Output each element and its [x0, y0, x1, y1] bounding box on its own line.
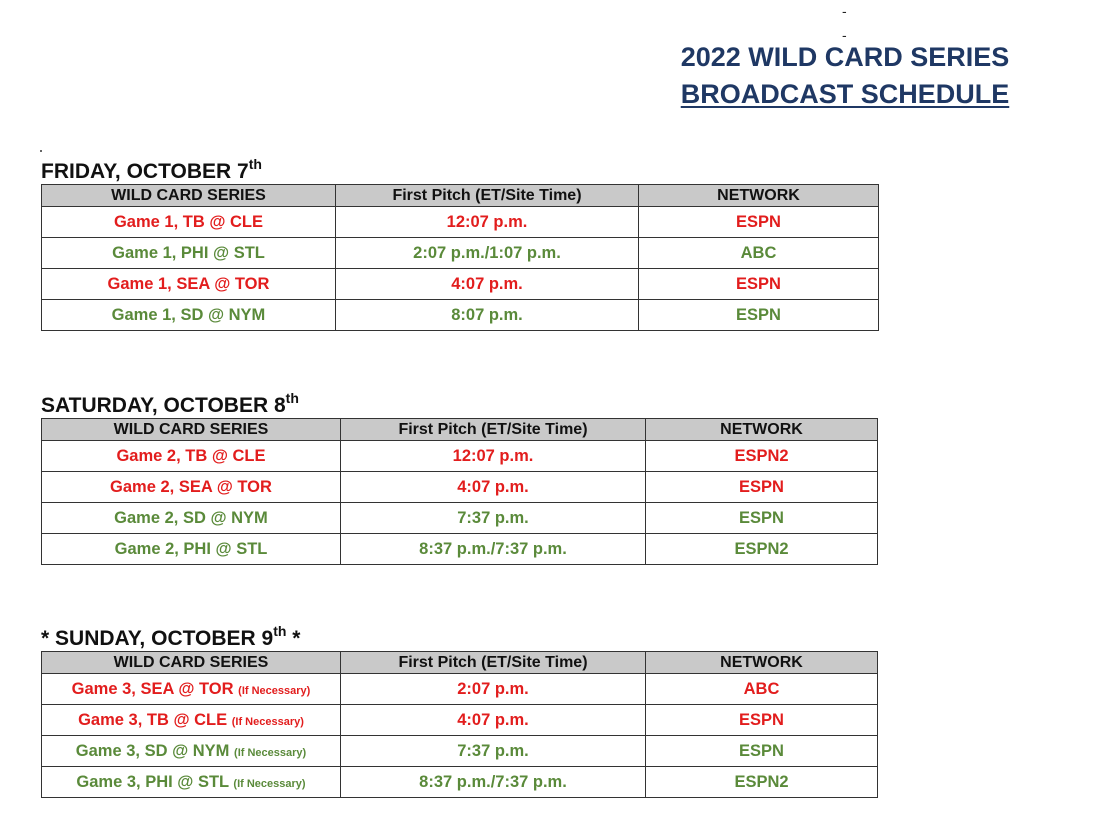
- game-name: Game 3, SEA @ TOR: [71, 679, 234, 698]
- game-name: Game 3, SD @ NYM: [75, 741, 230, 760]
- game-cell: [42, 534, 341, 565]
- first-pitch-cell: 12:07 p.m.: [336, 207, 639, 238]
- day-postfix: *: [286, 627, 301, 650]
- game-name: Game 3, TB @ CLE: [78, 710, 228, 729]
- day-label: SUNDAY, OCTOBER 9: [55, 627, 274, 650]
- table-row: [42, 534, 878, 565]
- day-label: FRIDAY, OCTOBER 7: [41, 160, 249, 183]
- col-header-time: First Pitch (ET/Site Time): [341, 652, 646, 674]
- first-pitch-cell: 4:07 p.m.: [341, 705, 646, 736]
- game-note: (If Necessary): [234, 746, 307, 759]
- game-name: Game 1, SD @ NYM: [111, 305, 266, 324]
- page-subtitle: BROADCAST SCHEDULE: [680, 79, 1010, 109]
- col-header-series: WILD CARD SERIES: [42, 652, 341, 674]
- table-row: [42, 736, 878, 767]
- table-header-row: [42, 652, 878, 674]
- network-cell: ESPN2: [646, 767, 878, 798]
- col-header-network: NETWORK: [646, 652, 878, 674]
- network-cell: ABC: [639, 238, 879, 269]
- day-suffix: th: [285, 390, 299, 406]
- stray-dot: [40, 150, 42, 152]
- first-pitch-cell: 7:37 p.m.: [341, 736, 646, 767]
- game-name: Game 2, PHI @ STL: [114, 539, 268, 558]
- network-cell: ESPN: [646, 736, 878, 767]
- game-name: Game 1, PHI @ STL: [112, 243, 265, 262]
- game-note: (If Necessary): [231, 715, 304, 728]
- game-cell: [42, 472, 341, 503]
- game-name: Game 3, PHI @ STL: [76, 772, 229, 791]
- game-cell: [42, 300, 336, 331]
- col-header-time: First Pitch (ET/Site Time): [336, 185, 639, 207]
- game-name: Game 1, TB @ CLE: [113, 212, 264, 231]
- game-cell: [42, 238, 336, 269]
- first-pitch-cell: 7:37 p.m.: [341, 503, 646, 534]
- first-pitch-cell: 4:07 p.m.: [341, 472, 646, 503]
- col-header-time: First Pitch (ET/Site Time): [341, 419, 646, 441]
- table-row: [42, 207, 879, 238]
- game-cell: [42, 269, 336, 300]
- table-row: [42, 674, 878, 705]
- day-section-sunday: [41, 623, 878, 798]
- day-heading: [41, 623, 878, 651]
- table-row: [42, 238, 879, 269]
- day-section-saturday: [41, 390, 878, 565]
- game-name: Game 2, TB @ CLE: [116, 446, 266, 465]
- schedule-table: [41, 651, 878, 798]
- game-cell: [42, 736, 341, 767]
- network-cell: ABC: [646, 674, 878, 705]
- game-name: Game 1, SEA @ TOR: [107, 274, 270, 293]
- network-cell: ESPN: [646, 503, 878, 534]
- game-name: Game 2, SEA @ TOR: [110, 477, 272, 496]
- day-suffix: th: [248, 156, 262, 172]
- first-pitch-cell: 12:07 p.m.: [341, 441, 646, 472]
- network-cell: ESPN: [639, 207, 879, 238]
- game-note: (If Necessary): [233, 777, 306, 790]
- table-row: [42, 269, 879, 300]
- network-cell: ESPN2: [646, 441, 878, 472]
- game-cell: [42, 705, 341, 736]
- network-cell: ESPN2: [646, 534, 878, 565]
- table-row: [42, 705, 878, 736]
- network-cell: ESPN: [646, 472, 878, 503]
- table-row: [42, 503, 878, 534]
- first-pitch-cell: 8:37 p.m./7:37 p.m.: [341, 534, 646, 565]
- table-header-row: [42, 419, 878, 441]
- game-cell: [42, 767, 341, 798]
- schedule-table: [41, 418, 878, 565]
- first-pitch-cell: 8:07 p.m.: [336, 300, 639, 331]
- col-header-series: WILD CARD SERIES: [42, 419, 341, 441]
- page-title: 2022 WILD CARD SERIES: [680, 42, 1010, 72]
- day-section-friday: [41, 156, 879, 331]
- day-label: SATURDAY, OCTOBER 8: [41, 394, 286, 417]
- network-cell: ESPN: [646, 705, 878, 736]
- day-heading: [41, 390, 878, 418]
- game-cell: [42, 503, 341, 534]
- table-row: [42, 300, 879, 331]
- table-row: [42, 441, 878, 472]
- first-pitch-cell: 2:07 p.m./1:07 p.m.: [336, 238, 639, 269]
- day-prefix: *: [41, 627, 56, 650]
- first-pitch-cell: 2:07 p.m.: [341, 674, 646, 705]
- game-cell: [42, 674, 341, 705]
- network-cell: ESPN: [639, 300, 879, 331]
- day-heading: [41, 156, 879, 184]
- table-header-row: [42, 185, 879, 207]
- col-header-network: NETWORK: [639, 185, 879, 207]
- dash-mark-1: -: [842, 3, 847, 19]
- table-row: [42, 767, 878, 798]
- first-pitch-cell: 8:37 p.m./7:37 p.m.: [341, 767, 646, 798]
- col-header-network: NETWORK: [646, 419, 878, 441]
- game-cell: [42, 441, 341, 472]
- dash-mark-2: -: [842, 27, 847, 43]
- day-suffix: th: [273, 623, 287, 639]
- game-cell: [42, 207, 336, 238]
- table-row: [42, 472, 878, 503]
- game-name: Game 2, SD @ NYM: [114, 508, 268, 527]
- schedule-table: [41, 184, 879, 331]
- network-cell: ESPN: [639, 269, 879, 300]
- col-header-series: WILD CARD SERIES: [42, 185, 336, 207]
- game-note: (If Necessary): [238, 684, 311, 697]
- first-pitch-cell: 4:07 p.m.: [336, 269, 639, 300]
